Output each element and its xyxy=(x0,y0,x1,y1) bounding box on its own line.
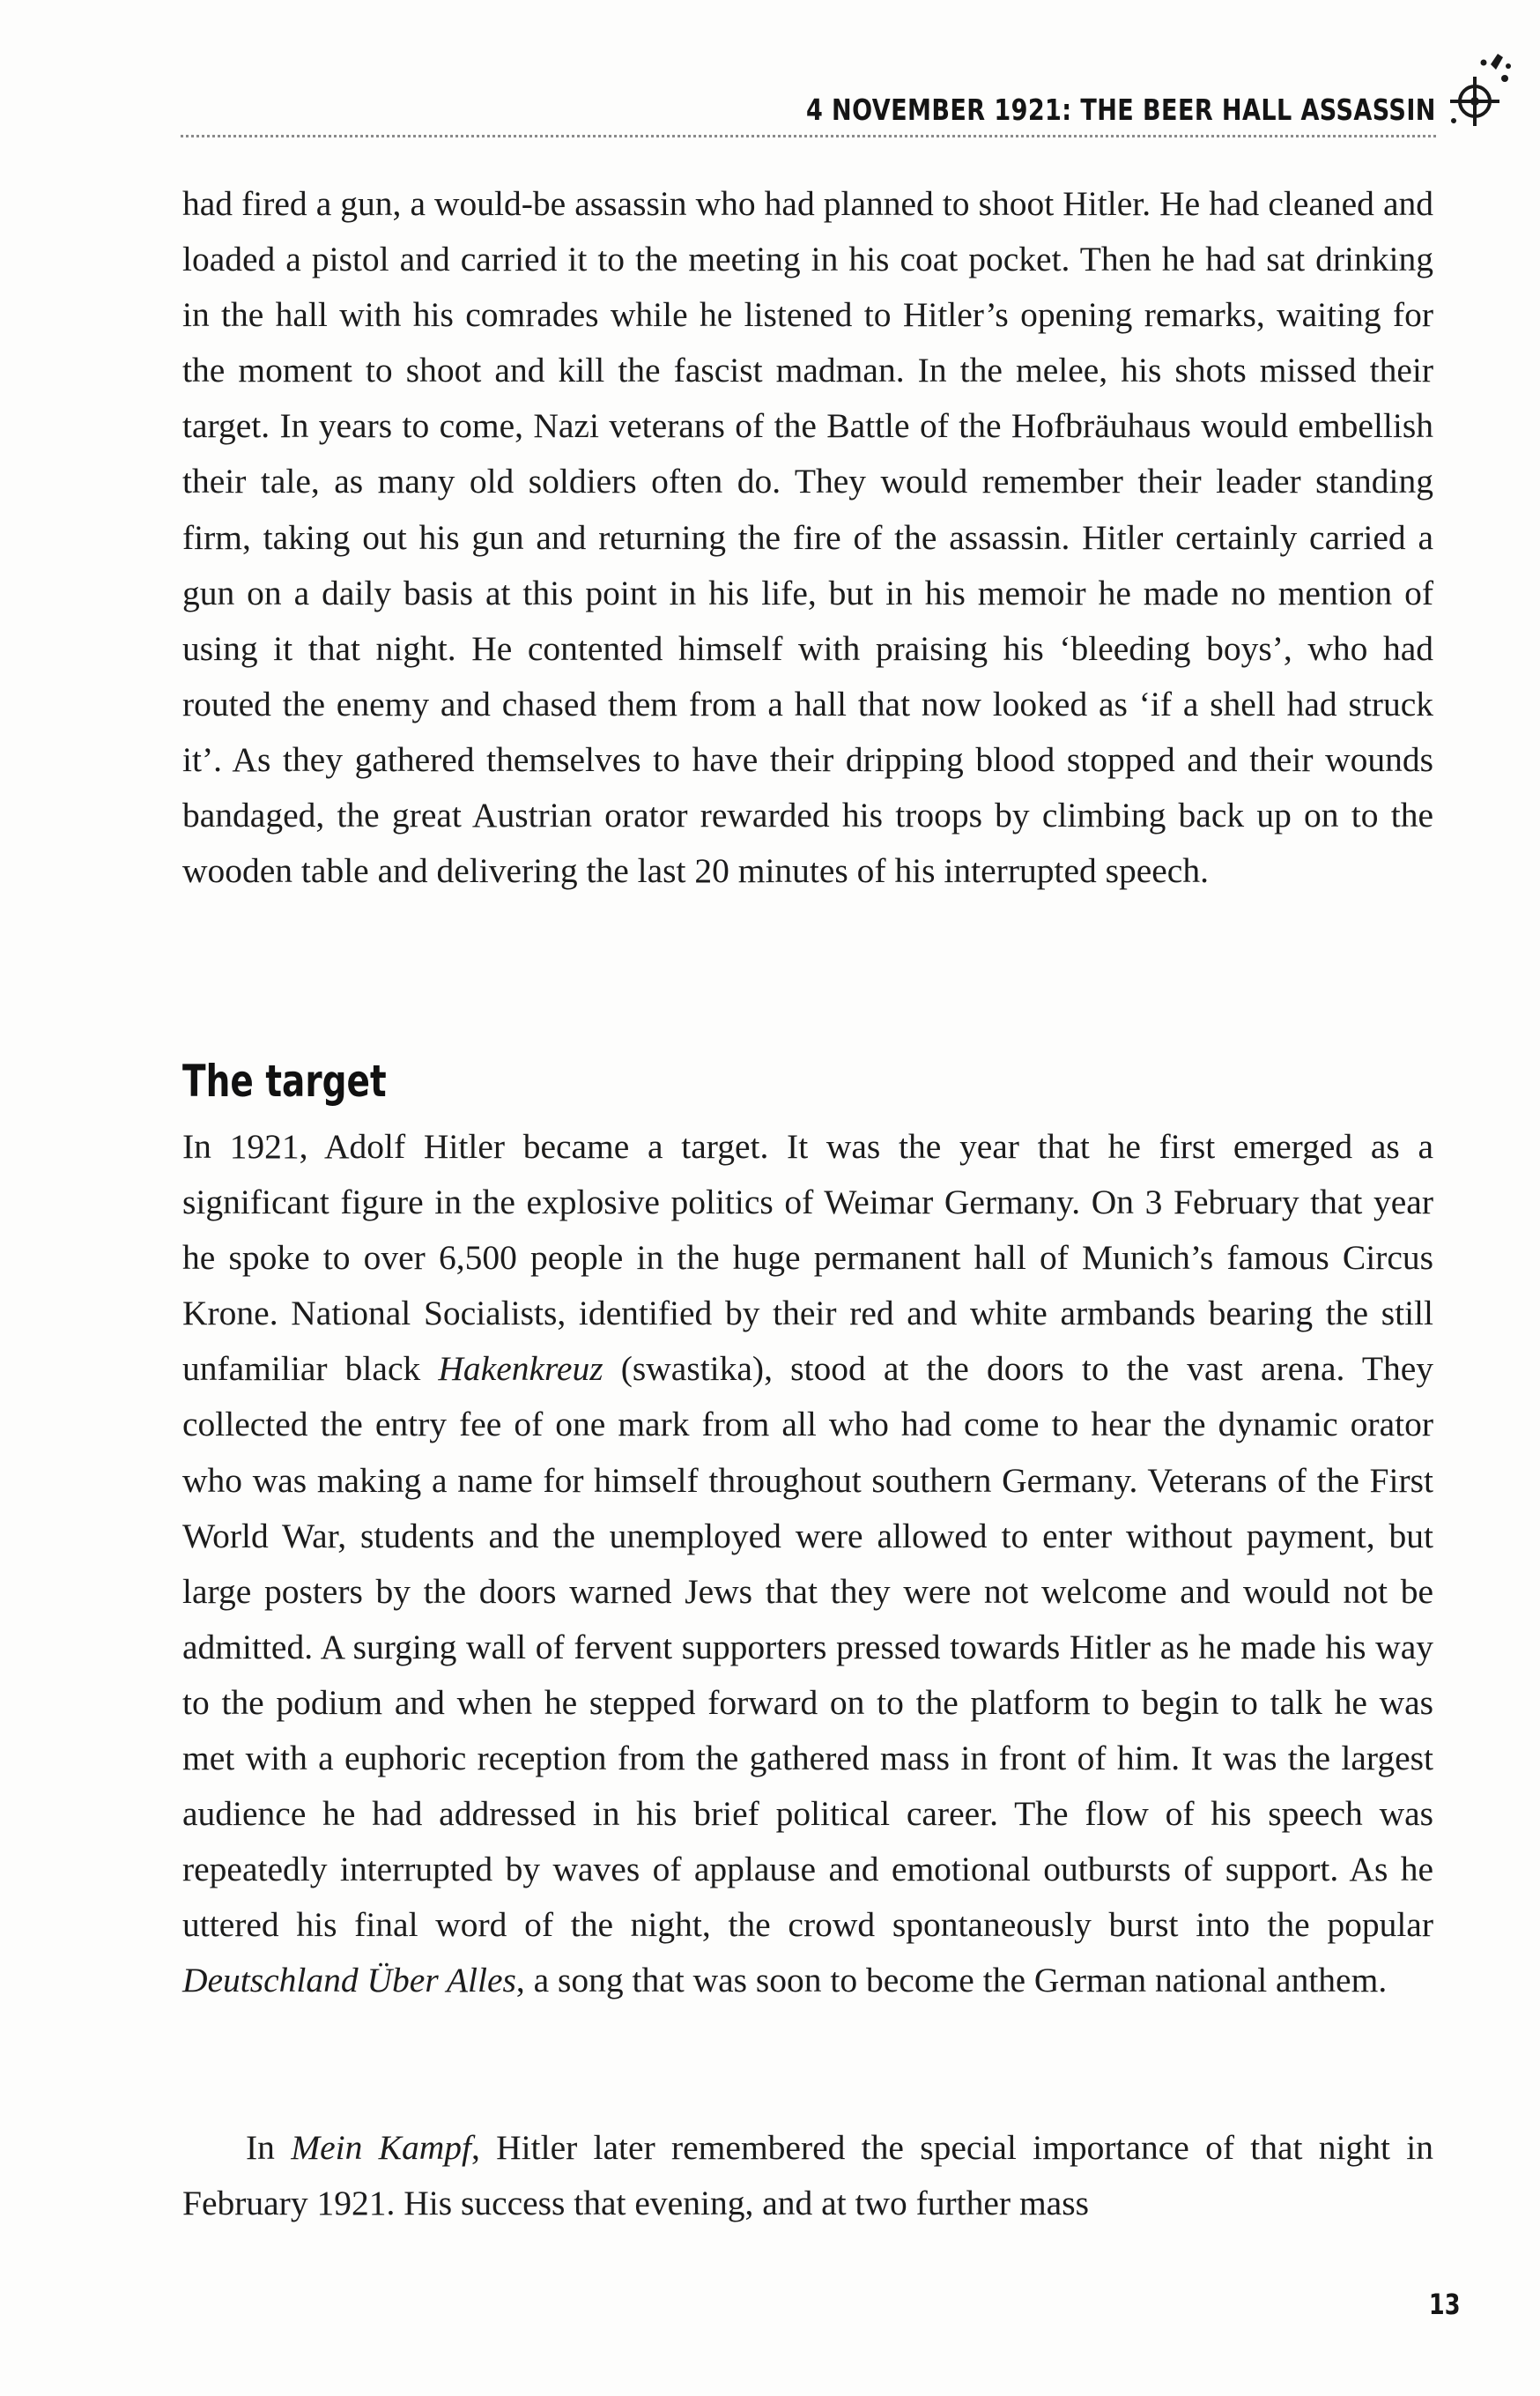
italic-book-title: Mein Kampf xyxy=(291,2128,471,2167)
section-paragraph-indented xyxy=(182,2120,1433,2231)
section-heading: The target xyxy=(182,1056,387,1107)
chapter-running-title: 4 NOVEMBER 1921: THE BEER HALL ASSASSIN xyxy=(806,93,1436,127)
body-paragraph: had fired a gun, a would-be assassin who had planned to shoot Hitler. He had cleaned and loaded a pistol and carried it to the meeting in his coat pocket. Then he had sat drinking in the hall with his comrades while he listened to Hitler’s opening remarks, waiting for the moment to shoot and kill the fascist madman. In the melee, his shots missed their target. In years to come, Nazi veterans of the Battle of the Hofbräuhaus would embellish their tale, as many old soldiers often do. They would remember their leader standing firm, taking out his gun and returning the fire of the assassin. Hitler certainly carried a gun on a daily basis at this point in his life, but in his memoir he made no mention of using it that night. He contented himself with praising his ‘bleeding boys’, who had routed the enemy and chased them from a hall that now looked as ‘if a shell had struck it’. As they gathered themselves to have their dripping blood stopped and their wounds bandaged, the great Austrian orator rewarded his troops by climbing back up on to the wooden table and delivering the last 20 minutes of his interrupted speech. xyxy=(182,184,1433,891)
text-run: In 1921, Adolf Hitler became a target. It was the year that he first emerged as a significant figure in the explosive politics of Weimar Germany. On 3 February that year he spoke to over 6,500 people in the huge permanent hall of Munich’s famous Circus Krone. National Socialists, identified by their red and white armbands bearing the still unfamiliar black xyxy=(182,1127,1433,1389)
text-run: (swastika), stood at the doors to the vast arena. They collected the entry fee of one mark from all who had come to hear the dynamic orator who was making a name for himself throughout southern Germany. Veterans of the First World War, students and the unemployed were allowed to enter without payment, but large posters by the doors warned Jews that they were not welcome and would not be admitted. A surging wall of fervent supporters pressed towards Hitler as he made his way to the podium and when he stepped forward on to the platform to begin to talk he was met with a euphoric reception from the gathered mass in front of him. It was the largest audience he had addressed in his brief political career. The flow of his speech was repeatedly interrupted by waves of applause and emotional outbursts of support. As he uttered his final word of the night, the crowd spontaneously burst into the popular xyxy=(182,1349,1433,1945)
section-paragraph xyxy=(182,1119,1433,2009)
italic-term: Hakenkreuz xyxy=(438,1349,603,1389)
dotted-rule xyxy=(181,135,1436,137)
text-run: In xyxy=(246,2128,292,2167)
text-run: , a song that was soon to become the German national anthem. xyxy=(515,1961,1388,2000)
running-header xyxy=(181,84,1436,137)
page-number: 13 xyxy=(1429,2288,1461,2321)
italic-song-title: Deutschland Über Alles xyxy=(182,1961,516,2000)
crosshair-target-icon xyxy=(1445,48,1515,132)
text-run: , Hitler later remembered the special importance of that night in February 1921. His success that evening, and at two further mass xyxy=(182,2128,1433,2223)
